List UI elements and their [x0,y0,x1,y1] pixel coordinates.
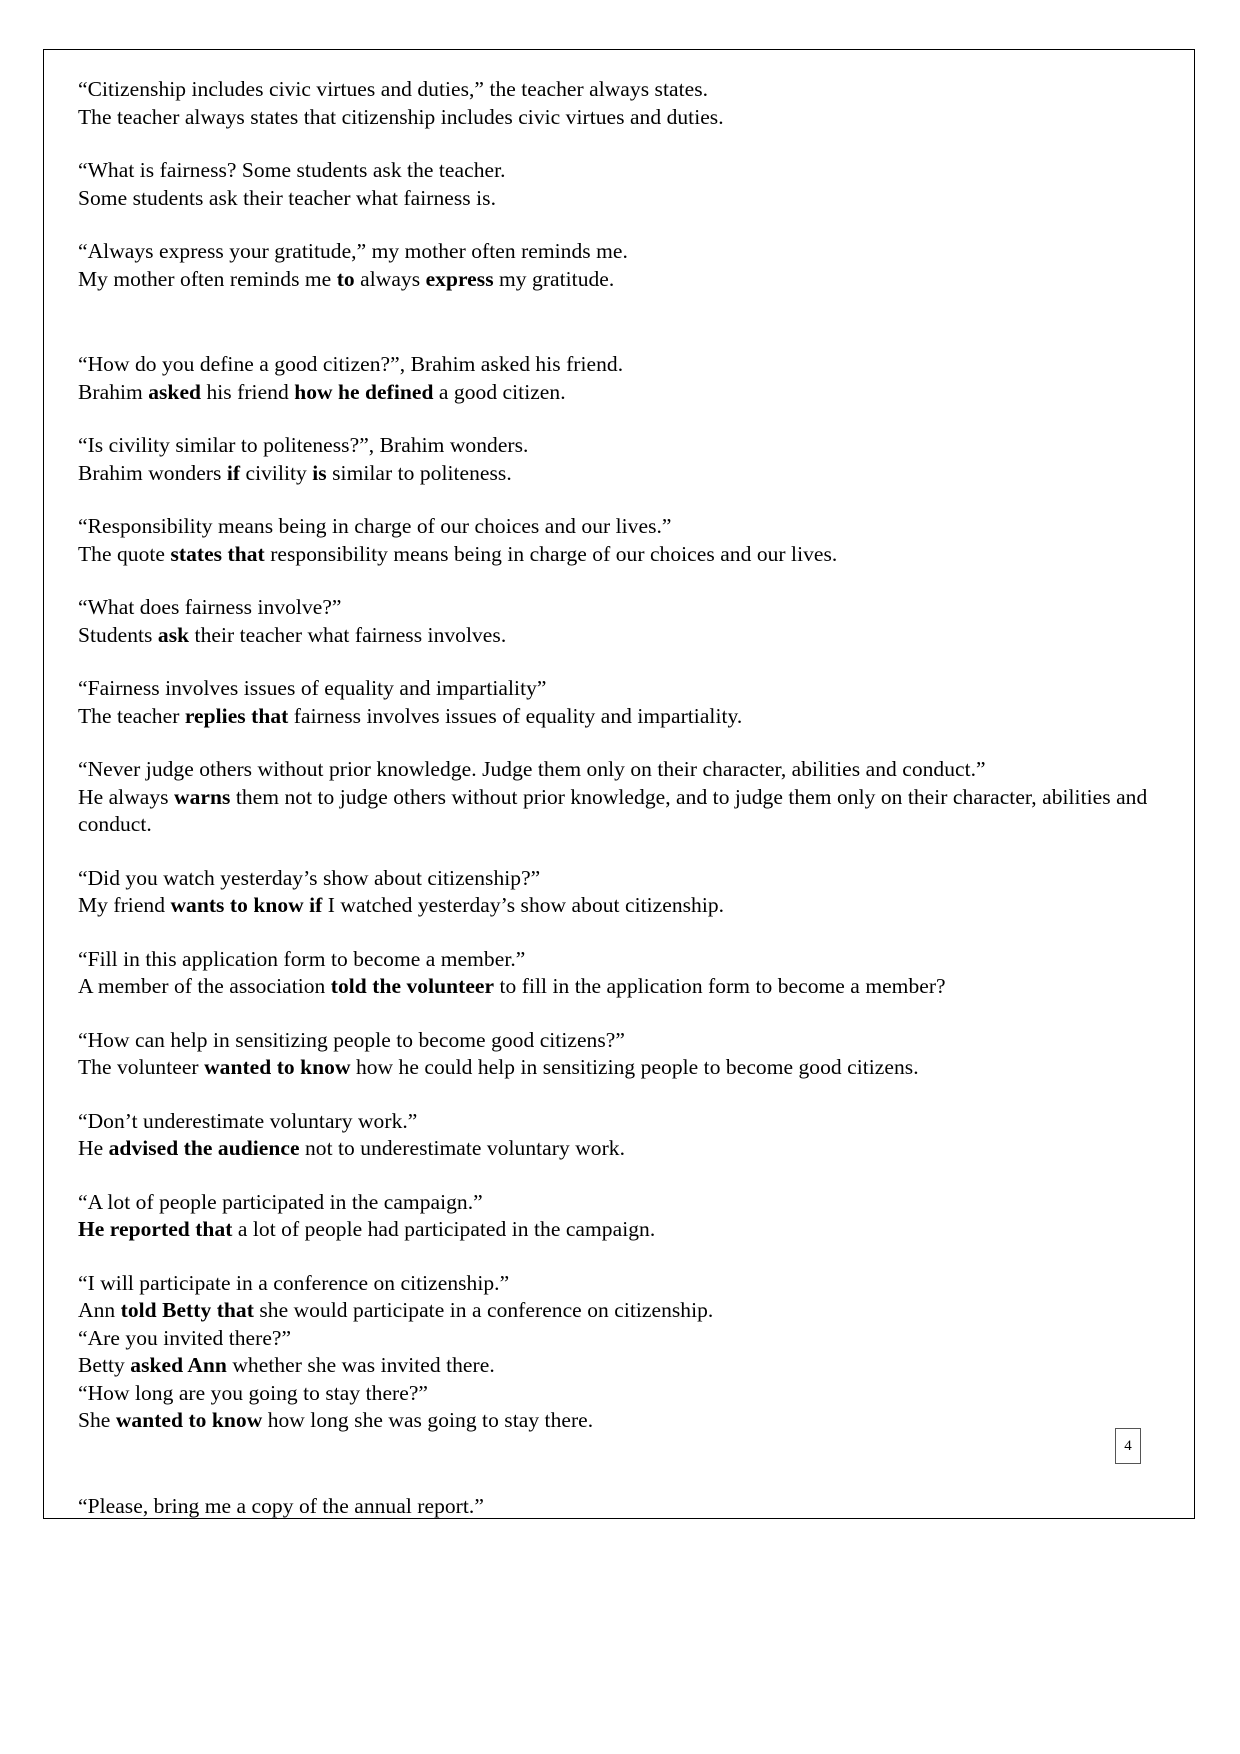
text-span: their teacher what fairness involves. [189,622,507,647]
text-span: “How do you define a good citizen?”, Brahim asked his friend. [78,352,624,376]
text-line [78,432,1163,460]
text-line [78,1216,1163,1244]
bold-text-span: is [312,460,327,485]
text-span: The teacher [78,703,185,728]
text-line [78,594,1163,622]
text-block [78,865,1163,920]
text-span: “Don’t underestimate voluntary work.” [78,1108,418,1133]
text-block [78,76,1163,131]
text-span: similar to politeness. [326,460,512,485]
text-span: to fill in the application form to become a member? [494,974,946,998]
text-line [78,76,1163,104]
text-span: “Fairness involves issues of equality and impartiality” [78,676,547,700]
text-line [78,266,1163,294]
text-span: “Citizenship includes civic virtues and duties,” the teacher always states. [78,77,709,101]
text-span: The teacher always states that citizenship includes civic virtues and duties. [78,104,724,129]
bold-text-span: express [425,266,494,291]
bold-text-span: asked Ann [130,1353,227,1377]
text-span: whether she was invited there. [226,1353,495,1377]
text-span: “I will participate in a conference on citizenship.” [78,1270,510,1295]
text-line [78,622,1163,650]
text-line [78,675,1163,703]
bold-text-span: states that [170,541,265,566]
text-span: The volunteer [78,1055,205,1079]
text-line [78,1325,1163,1353]
text-span: “How long are you going to stay there?” [78,1380,429,1405]
text-span: she would participate in a conference on citizenship. [253,1298,714,1322]
text-line [78,157,1163,185]
text-span: “What is fairness? Some students ask the teacher. [78,158,506,182]
text-block [78,1108,1163,1163]
text-span: I watched yesterday’s show about citizenship. [322,893,725,917]
text-line [78,1054,1163,1082]
text-span: The quote [78,541,171,566]
text-span: a lot of people had participated in the campaign. [232,1217,656,1241]
bold-text-span: told the volunteer [330,974,495,998]
bold-text-span: if [226,460,241,485]
page-content-frame [43,49,1195,1519]
text-block [78,1493,1163,1521]
text-line [78,104,1163,132]
text-span: He [78,1136,109,1160]
page-number: 4 [1124,1437,1132,1454]
text-span: “Responsibility means being in charge of our choices and our lives.” [78,514,672,538]
text-span: how he could help in sensitizing people to become good citizens. [350,1055,919,1079]
text-span: his friend [201,379,295,404]
text-block [78,594,1163,649]
bold-text-span: wanted to know [115,1408,263,1432]
text-line [78,973,1163,1001]
bold-text-span: wants to know if [170,893,323,917]
text-block [78,432,1163,487]
text-line [78,379,1163,407]
text-span: responsibility means being in charge of our choices and our lives. [264,541,838,566]
text-line [78,1135,1163,1163]
text-line [78,1297,1163,1325]
bold-text-span: told Betty that [120,1298,254,1322]
text-span: “A lot of people participated in the campaign.” [78,1189,483,1214]
text-block [78,513,1163,568]
text-line [78,238,1163,266]
text-span: She [78,1408,116,1432]
bold-text-span: asked [148,379,202,404]
text-span: Betty [78,1353,131,1377]
text-block [78,1270,1163,1435]
bold-text-span: He reported that [78,1217,233,1241]
text-span: “Fill in this application form to become a member.” [78,946,526,971]
text-span: fairness involves issues of equality and impartiality. [288,703,743,728]
text-line [78,1493,1163,1521]
text-line [78,784,1163,839]
text-block [78,1189,1163,1244]
page-number-box [1115,1428,1141,1464]
text-span: My mother often reminds me [78,266,337,291]
text-line [78,892,1163,920]
text-line [78,460,1163,488]
text-span: “What does fairness involve?” [78,595,342,619]
text-span: “Did you watch yesterday’s show about citizenship?” [78,865,541,890]
text-line [78,1108,1163,1136]
text-span: how long she was going to stay there. [262,1408,594,1432]
text-line [78,541,1163,569]
text-line [78,1352,1163,1380]
text-span: Students [78,622,158,647]
text-block [78,351,1163,406]
text-line [78,1380,1163,1408]
text-line [78,865,1163,893]
bold-text-span: how he defined [294,379,434,404]
text-span: He always [78,784,175,809]
bold-text-span: wanted to know [204,1055,351,1079]
text-line [78,703,1163,731]
text-span: civility [240,460,313,485]
text-block [78,756,1163,839]
text-line [78,756,1163,784]
bold-text-span: warns [174,784,231,809]
text-line [78,1027,1163,1055]
text-line [78,513,1163,541]
text-line [78,1407,1163,1435]
text-span: Brahim [78,379,149,404]
text-line [78,351,1163,379]
text-block [78,238,1163,293]
text-span: “How can help in sensitizing people to become good citizens?” [78,1027,625,1052]
text-span: “Are you invited there?” [78,1325,292,1350]
document-body [78,76,1163,1546]
text-span: my gratitude. [493,266,615,291]
text-block [78,675,1163,730]
text-span: “Please, bring me a copy of the annual report.” [78,1493,484,1518]
bold-text-span: replies that [184,703,289,728]
text-line [78,1270,1163,1298]
text-span: a good citizen. [433,379,566,404]
text-block [78,157,1163,212]
text-line [78,1189,1163,1217]
text-span: My friend [78,893,171,917]
text-span: A member of the association [78,974,331,998]
text-span: always [354,266,426,291]
text-span: not to underestimate voluntary work. [299,1136,626,1160]
bold-text-span: advised the audience [108,1136,300,1160]
text-span: them not to judge others without prior knowledge, and to judge them only on their character, abilities and conduct. [78,784,1148,836]
text-line [78,946,1163,974]
text-line [78,185,1163,213]
text-span: Brahim wonders [78,460,227,485]
bold-text-span: ask [157,622,190,647]
text-block [78,1027,1163,1082]
text-span: “Never judge others without prior knowledge. Judge them only on their character, abilities and conduct.” [78,757,986,781]
text-span: “Is civility similar to politeness?”, Brahim wonders. [78,433,529,457]
text-span: Ann [78,1298,121,1322]
text-span: Some students ask their teacher what fairness is. [78,185,497,210]
bold-text-span: to [336,266,355,291]
text-span: “Always express your gratitude,” my mother often reminds me. [78,239,628,263]
text-block [78,946,1163,1001]
